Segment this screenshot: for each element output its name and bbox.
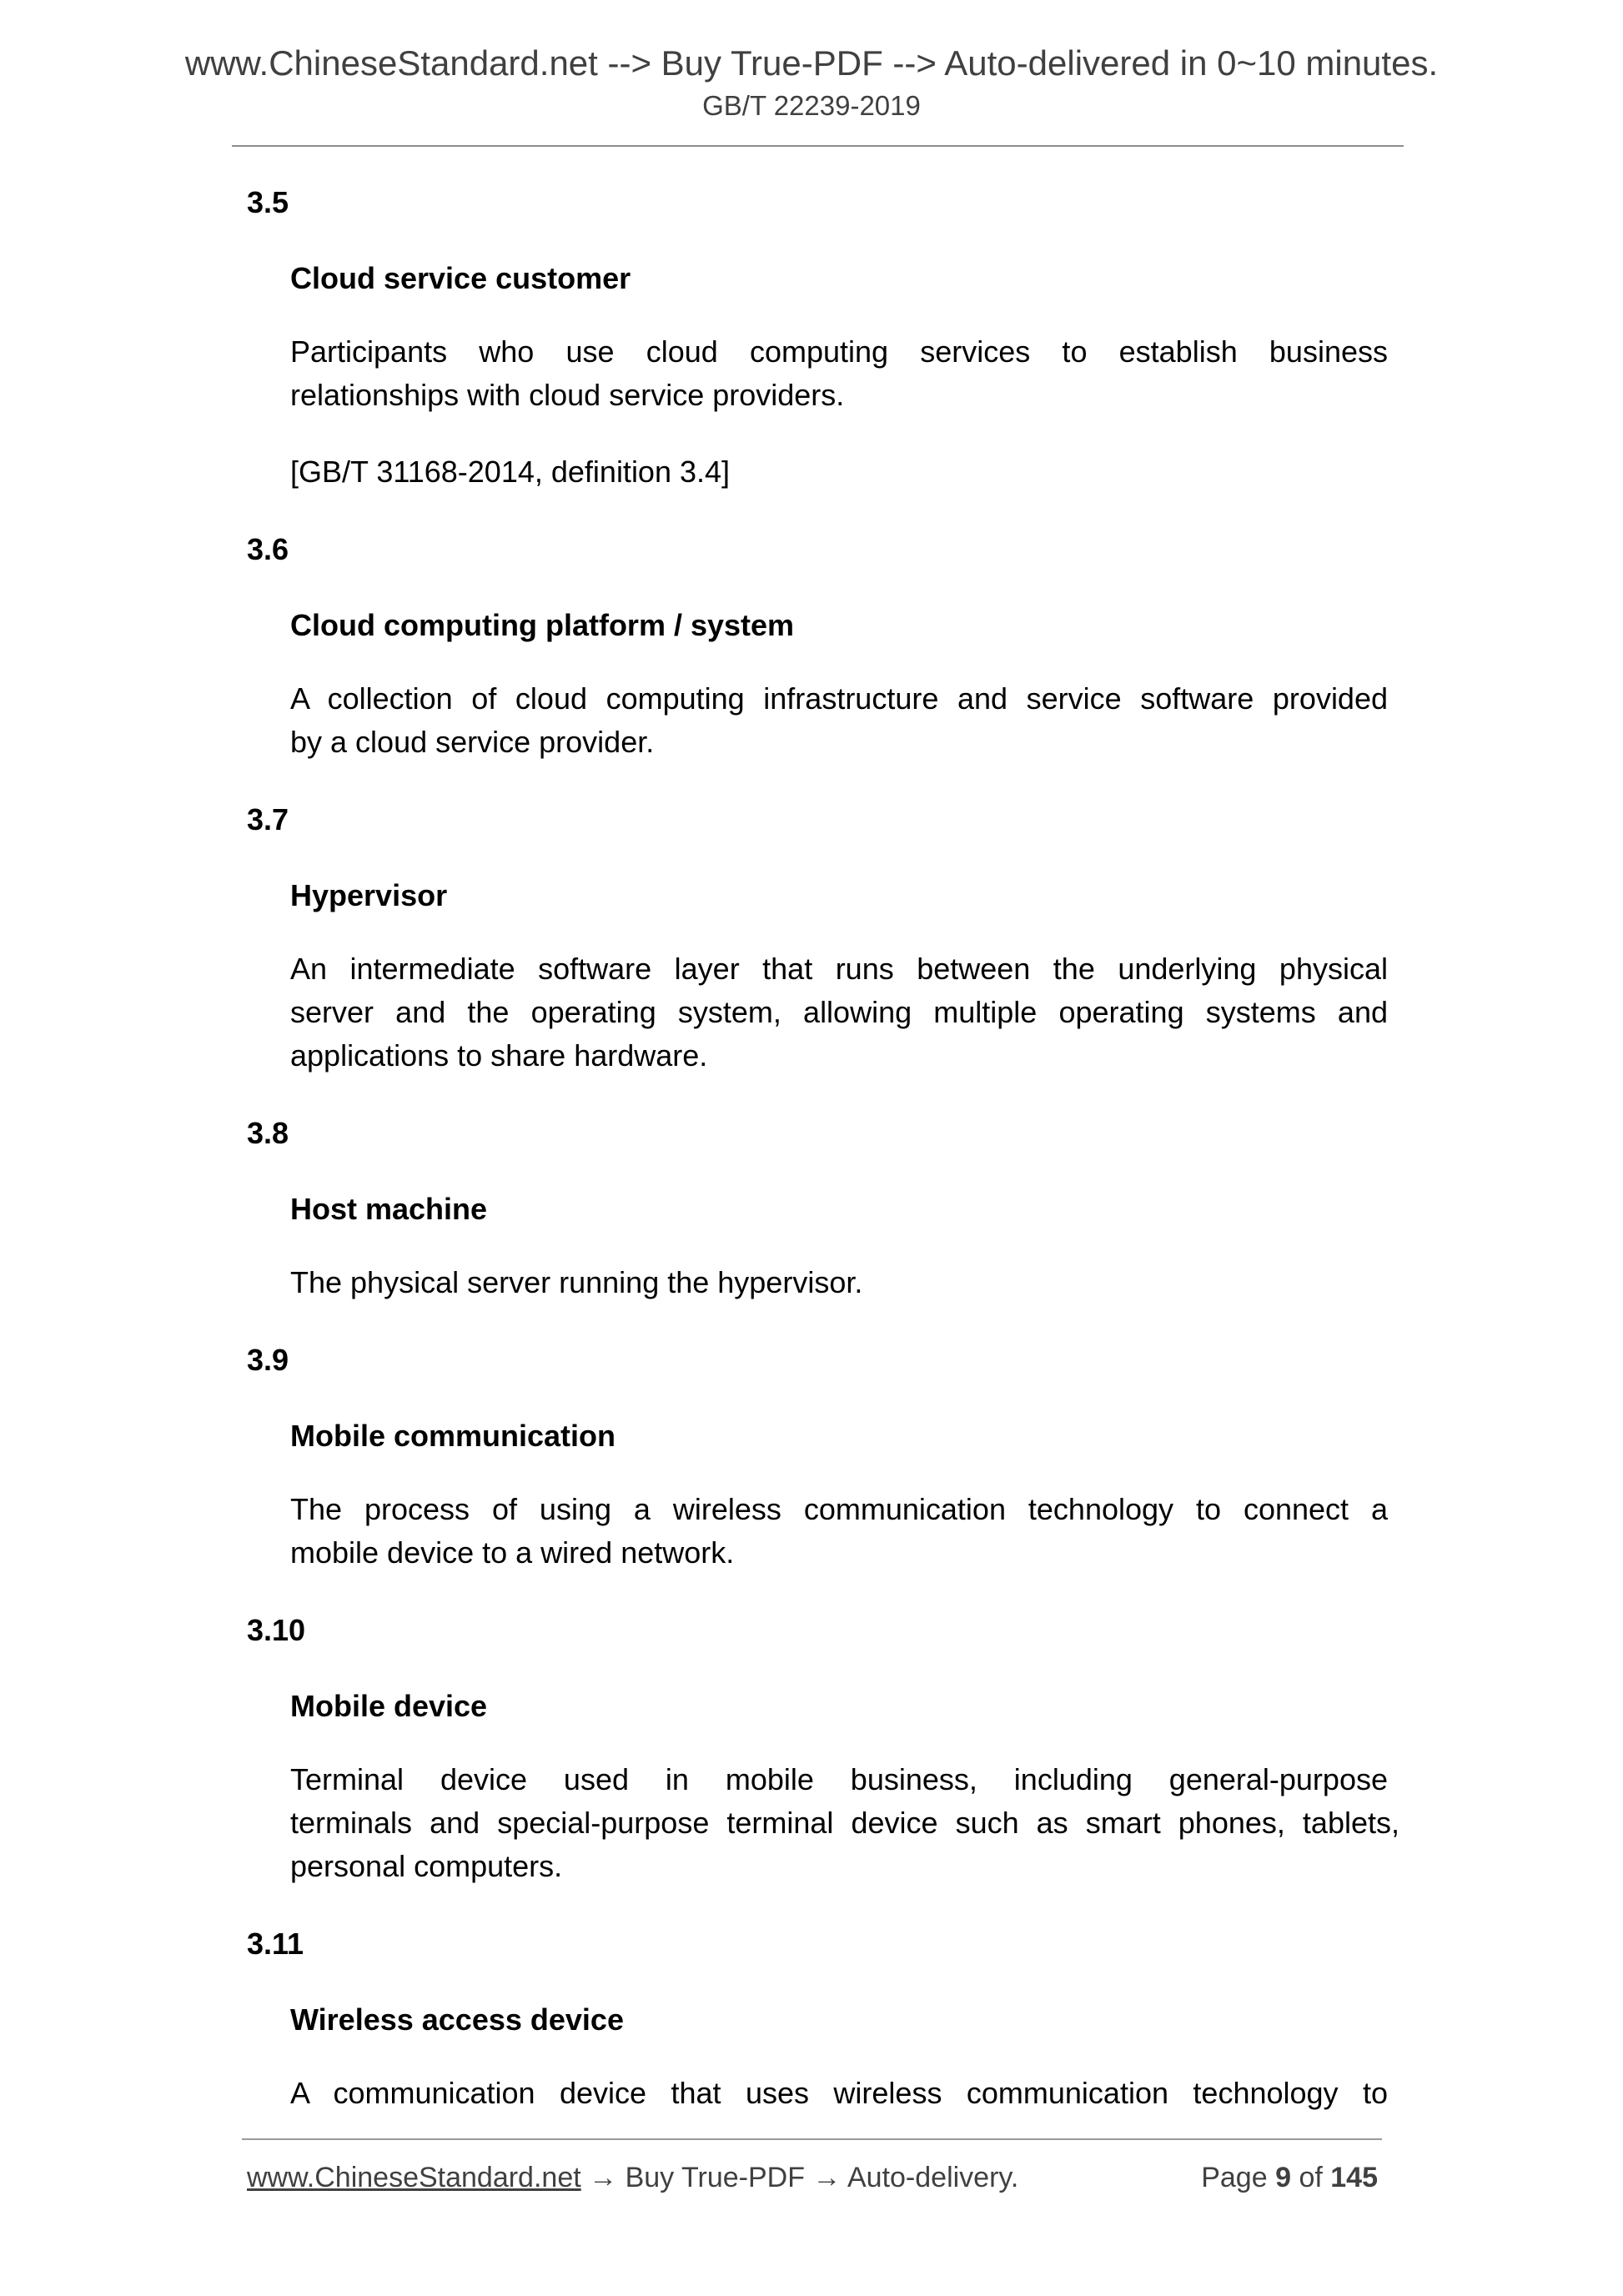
header-banner: www.ChineseStandard.net --> Buy True-PDF --> Auto-delivered in 0~10 minutes.	[184, 43, 1439, 83]
definition-line: relationships with cloud service providers.	[290, 378, 845, 412]
section-number: 3.7	[247, 802, 289, 837]
page-indicator	[1201, 2162, 1378, 2194]
definition	[290, 2072, 1388, 2115]
term-title: Mobile communication	[290, 1419, 616, 1453]
definition	[290, 330, 1388, 417]
section-number: 3.6	[247, 532, 289, 566]
section-number: 3.10	[247, 1613, 306, 1647]
header-divider	[232, 145, 1404, 147]
term-title: Wireless access device	[290, 2002, 624, 2037]
footer	[247, 2162, 1378, 2194]
page-number: 9	[1275, 2162, 1291, 2193]
footer-link[interactable]: www.ChineseStandard.net	[247, 2162, 581, 2193]
definition-line: terminals and special-purpose terminal device such as smart phones, tablets,	[290, 1806, 1399, 1840]
definition-line: server and the operating system, allowing multiple operating systems and	[290, 995, 1388, 1029]
page-label: Page	[1201, 2162, 1268, 2193]
definition-line: applications to share hardware.	[290, 1038, 708, 1073]
term-title: Mobile device	[290, 1689, 488, 1723]
reference: [GB/T 31168-2014, definition 3.4]	[290, 455, 731, 489]
definition: The physical server running the hypervisor.	[290, 1265, 863, 1299]
definition-line: Terminal device used in mobile business, including general-purpose	[290, 1762, 1388, 1796]
section-number: 3.9	[247, 1343, 289, 1377]
definition-line: An intermediate software layer that runs between the underlying physical	[290, 952, 1388, 986]
definition-line: by a cloud service provider.	[290, 725, 655, 759]
total-pages: 145	[1330, 2162, 1378, 2193]
definition-line: mobile device to a wired network.	[290, 1535, 735, 1570]
section-number: 3.11	[247, 1927, 304, 1961]
term-title: Host machine	[290, 1192, 488, 1226]
definition-line: Participants who use cloud computing services to establish business	[290, 334, 1388, 369]
term-title: Hypervisor	[290, 878, 448, 912]
of-label: of	[1299, 2162, 1323, 2193]
section-number: 3.8	[247, 1116, 289, 1150]
definition	[290, 677, 1388, 764]
term-title: Cloud computing platform / system	[290, 608, 795, 642]
term-title: Cloud service customer	[290, 261, 631, 295]
footer-text: → Buy True-PDF → Auto-delivery.	[580, 2162, 1019, 2193]
definition	[290, 1488, 1388, 1575]
definition-line: A communication device that uses wireless communication technology to	[290, 2076, 1388, 2110]
footer-divider	[242, 2138, 1382, 2140]
definition	[290, 1758, 1399, 1888]
definition-line: personal computers.	[290, 1849, 563, 1883]
definition-line: The process of using a wireless communication technology to connect a	[290, 1492, 1388, 1526]
standard-code: GB/T 22239-2019	[702, 90, 921, 121]
definition-line: A collection of cloud computing infrastructure and service software provided	[290, 681, 1388, 716]
section-number: 3.5	[247, 185, 289, 219]
definition	[290, 947, 1388, 1078]
